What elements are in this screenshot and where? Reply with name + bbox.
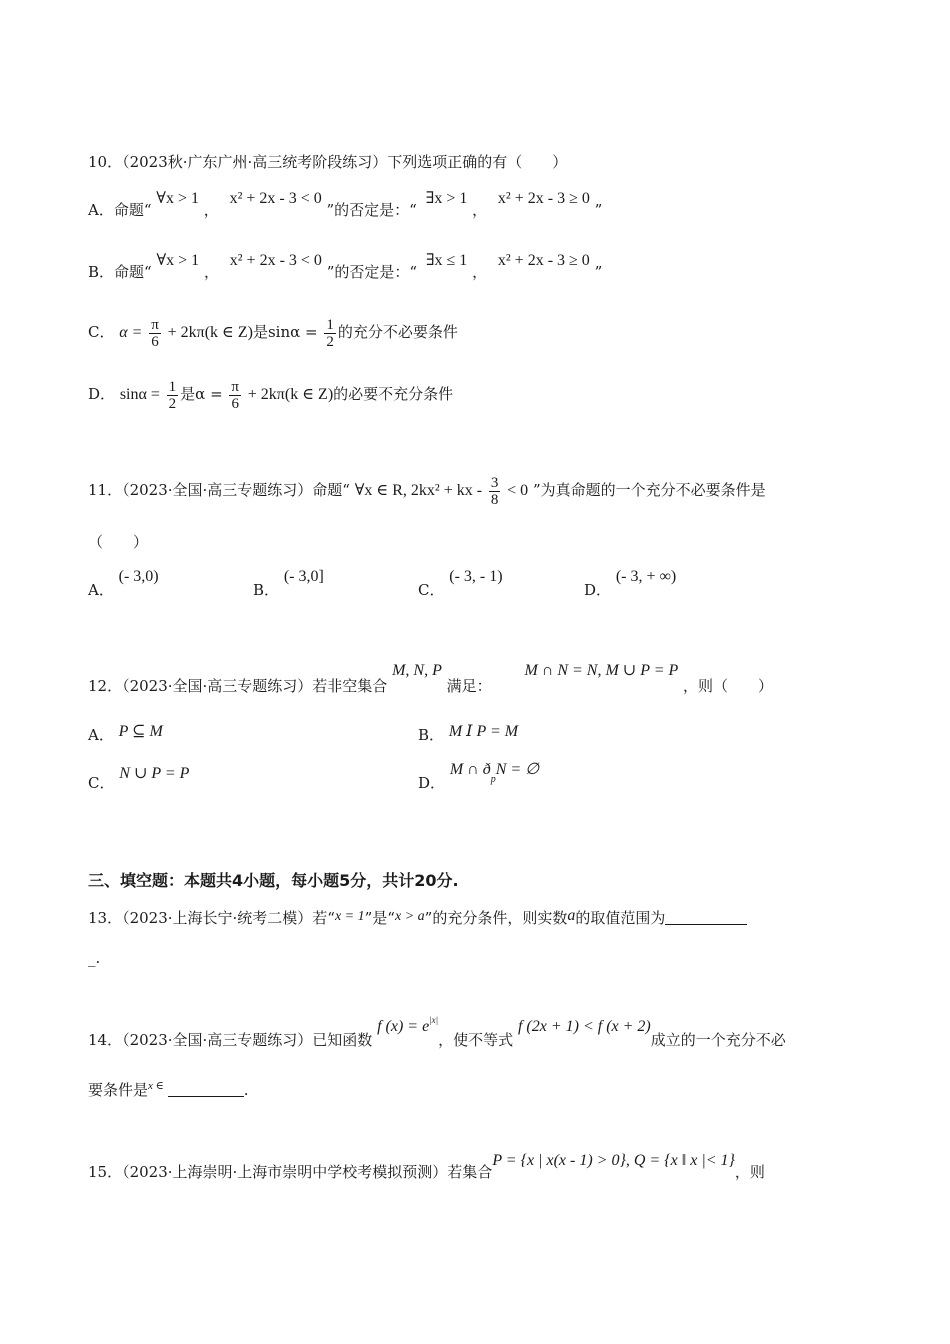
math-expr: ∀x > 1 — [156, 190, 199, 207]
question-text: ”是“ — [364, 909, 395, 927]
option-label: C． — [88, 774, 115, 792]
question-text: 15．（2023·上海崇明·上海市崇明中学校考模拟预测）若集合 — [88, 1163, 493, 1181]
math-expr: x > a — [394, 909, 425, 924]
separator: ， — [203, 263, 219, 281]
option-text: ”的否定是：“ — [326, 201, 417, 219]
option-text: ” — [594, 201, 603, 219]
math-expr: sinα = — [119, 386, 160, 403]
option-label: A． — [88, 581, 114, 599]
separator: ， — [203, 201, 219, 219]
option-text: 是sinα = — [252, 323, 318, 341]
separator: ， — [472, 201, 488, 219]
math-expr: x² + 2x - 3 ≥ 0 — [497, 190, 590, 207]
option-label: C． — [88, 323, 115, 341]
question-text: 成立的一个充分不必 — [650, 1031, 786, 1049]
fraction-numerator: 1 — [326, 316, 334, 333]
math-expr: ∀x ∈ R, 2kx² + kx - — [354, 482, 483, 499]
q11-option-b — [253, 568, 324, 601]
q12-option-c — [88, 765, 190, 794]
fraction-numerator: π — [231, 378, 239, 395]
fraction-numerator: 1 — [168, 378, 177, 395]
question-text: ，则 — [734, 1163, 765, 1181]
math-expr: ∃x ≤ 1 — [425, 252, 468, 269]
option-label: A． — [88, 726, 114, 744]
option-text: 是α = — [180, 385, 223, 403]
fraction — [149, 317, 161, 350]
q12-option-d — [418, 761, 540, 796]
question-text: 12．（2023·全国·高三专题练习）若非空集合 — [88, 677, 388, 695]
option-label: A．命题“ — [88, 201, 152, 219]
q14-line2 — [88, 1080, 249, 1102]
option-text: ” — [594, 263, 603, 281]
q11-option-c — [418, 568, 503, 601]
option-value: (- 3,0) — [118, 568, 159, 585]
q13-stem — [88, 908, 747, 930]
math-expr: P = {x | x(x - 1) > 0} — [492, 1152, 626, 1169]
section-heading: 三、填空题：本题共4小题，每小题5分，共计20分. — [88, 871, 459, 890]
answer-blank[interactable] — [168, 1080, 244, 1097]
option-value: N ∪ P = P — [119, 765, 190, 782]
math-expr: < 0 — [507, 482, 529, 499]
option-text: ”的否定是：“ — [326, 263, 418, 281]
superscript: |x| — [429, 1015, 439, 1025]
math-expr: f (2x + 1) < f (x + 2) — [517, 1018, 651, 1035]
option-value: M Ⅰ P = M — [448, 723, 519, 740]
fraction-denominator: 6 — [151, 333, 159, 350]
q13-tail: _. — [88, 949, 101, 967]
math-expr: x = 1 — [334, 909, 365, 924]
q12-option-b — [418, 725, 518, 746]
option-value: (- 3, - 1) — [449, 568, 503, 585]
option-label: D． — [418, 774, 446, 792]
option-value: (- 3, + ∞) — [615, 568, 677, 585]
q10-option-b — [88, 252, 603, 283]
math-expr: x² + 2x - 3 < 0 — [229, 190, 322, 207]
question-text: ”的充分条件，则实数 — [424, 909, 568, 927]
option-subscript: p — [490, 774, 496, 785]
q11-option-a — [88, 568, 159, 601]
option-label: B． — [253, 581, 280, 599]
math-expr: x² + 2x - 3 ≥ 0 — [497, 252, 590, 269]
math-var: a — [567, 907, 576, 924]
fraction — [229, 379, 241, 412]
q12-option-a — [88, 725, 163, 746]
question-text: 要条件是 — [88, 1081, 149, 1099]
q14-stem — [88, 1015, 786, 1052]
fraction — [167, 379, 179, 412]
math-expr: M, N, P — [392, 662, 442, 679]
option-value: P ⊆ M — [118, 723, 163, 740]
q11-stem — [88, 472, 766, 509]
option-value: M ∩ ð — [449, 761, 491, 778]
math-expr — [377, 1015, 439, 1035]
q10-option-d — [88, 376, 453, 413]
q12-stem — [88, 662, 774, 697]
question-text: 满足： — [446, 677, 492, 695]
question-text: ，则（ ） — [683, 677, 774, 695]
math-expr: α = — [119, 324, 143, 341]
math-expr: ∀x > 1 — [156, 252, 200, 269]
question-text: 11．（2023·全国·高三专题练习）命题“ — [88, 481, 350, 499]
fraction-denominator: 2 — [168, 395, 177, 412]
option-text: 的必要不充分条件 — [333, 385, 454, 403]
math-expr: M ∩ N = N, M ∪ P = P — [524, 662, 679, 679]
fraction — [489, 475, 501, 508]
math-expr: , Q = {x ‖ x |< 1} — [625, 1152, 735, 1169]
math-expr: ∃x > 1 — [425, 190, 468, 207]
option-label: C． — [418, 581, 445, 599]
option-label: D． — [584, 581, 612, 599]
q10-stem: 10．（2023秋·广东广州·高三统考阶段练习）下列选项正确的有（ ） — [88, 153, 568, 171]
fraction-numerator: 3 — [490, 474, 499, 491]
answer-paren: （ ） — [88, 533, 149, 551]
fraction-denominator: 8 — [490, 491, 499, 508]
q10-option-c — [88, 314, 458, 351]
separator: ， — [472, 263, 488, 281]
math-expr: x ∈ — [148, 1080, 164, 1092]
function-def: f (x) = e — [377, 1018, 430, 1035]
math-expr: x² + 2x - 3 < 0 — [229, 252, 322, 269]
question-text: . — [243, 1081, 249, 1099]
fraction-numerator: π — [151, 316, 159, 333]
question-text: 14．（2023·全国·高三专题练习）已知函数 — [88, 1031, 373, 1049]
option-value: (- 3,0] — [283, 568, 324, 585]
fraction-denominator: 6 — [231, 395, 239, 412]
question-text: ”为真命题的一个充分不必要条件是 — [532, 481, 766, 499]
option-label: B．命题“ — [88, 263, 152, 281]
option-text: 的充分不必要条件 — [337, 323, 458, 341]
option-value: N = ∅ — [495, 761, 540, 778]
question-text: 的取值范围为 — [575, 909, 666, 927]
q11-option-d — [584, 568, 677, 601]
fraction — [324, 317, 336, 350]
answer-blank[interactable] — [665, 908, 747, 925]
math-expr: + 2kπ(k ∈ Z) — [167, 324, 253, 341]
option-label: D． — [88, 385, 116, 403]
question-text: 13．（2023·上海长宁·统考二模）若“ — [88, 909, 335, 927]
q10-option-a — [88, 190, 603, 221]
q15-stem — [88, 1152, 765, 1183]
option-label: B． — [418, 726, 445, 744]
question-text: ，使不等式 — [438, 1031, 514, 1049]
math-expr: + 2kπ(k ∈ Z) — [247, 386, 334, 403]
fraction-denominator: 2 — [326, 333, 334, 350]
